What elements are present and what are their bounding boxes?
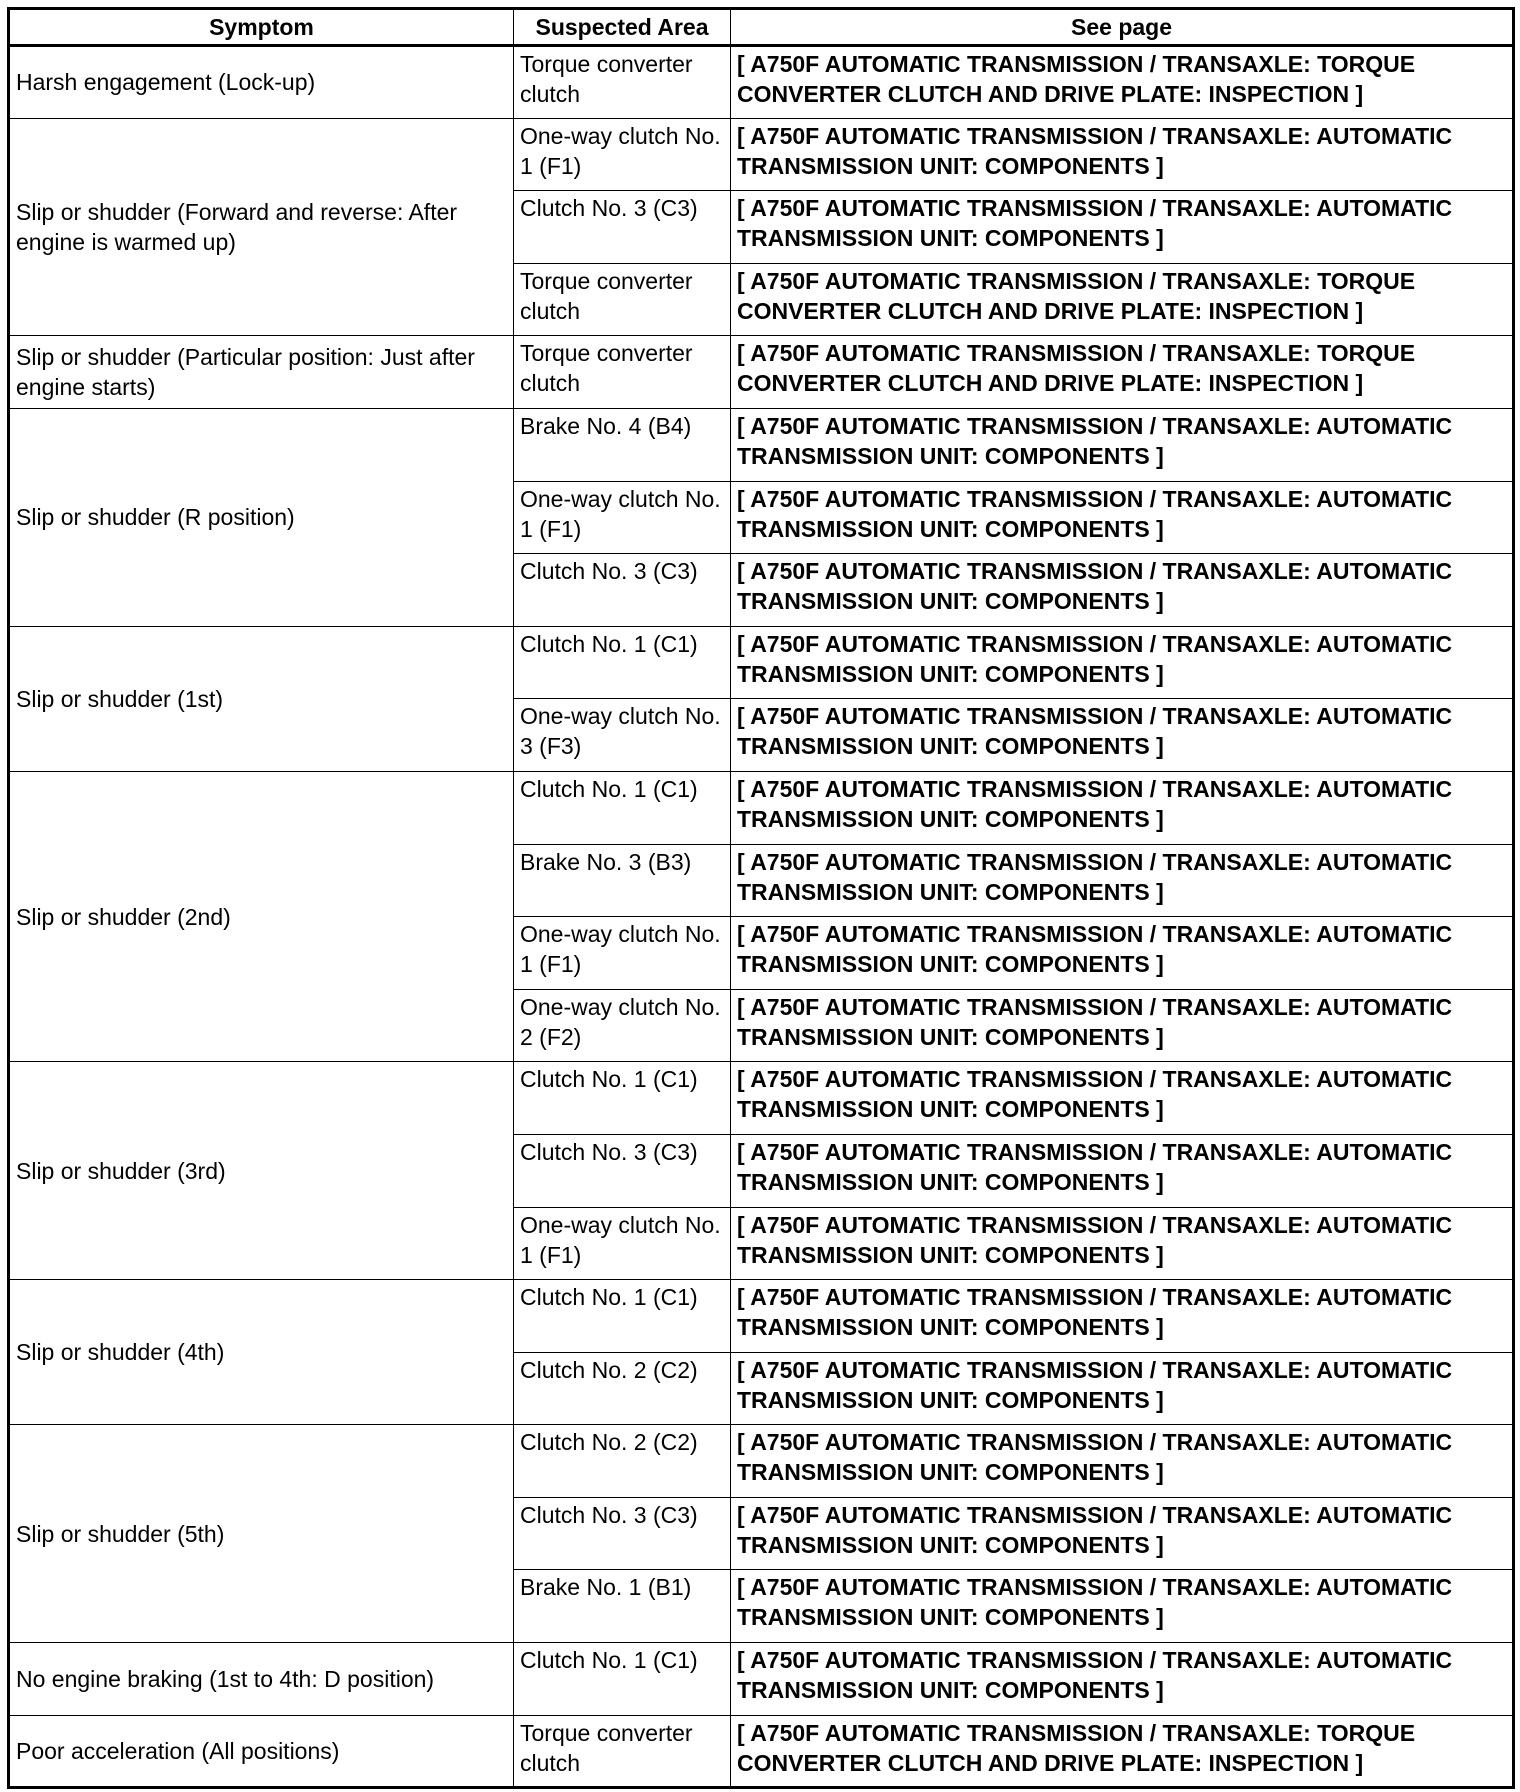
table-row [9, 1062, 1514, 1135]
table-row [9, 408, 1514, 481]
suspected-area-cell: Clutch No. 1 (C1) [514, 1062, 731, 1135]
symptom-cell: Slip or shudder (Particular position: Just after engine starts) [9, 336, 514, 409]
suspected-area-cell: Clutch No. 2 (C2) [514, 1425, 731, 1498]
table-header [9, 9, 1514, 46]
suspected-area-cell: Brake No. 1 (B1) [514, 1570, 731, 1643]
diagnostic-table [7, 7, 1515, 1789]
suspected-area-cell: Clutch No. 1 (C1) [514, 1280, 731, 1353]
see-page-link[interactable]: [ A750F AUTOMATIC TRANSMISSION / TRANSAXLE: AUTOMATIC TRANSMISSION UNIT: COMPONENTS ] [731, 408, 1514, 481]
see-page-link[interactable]: [ A750F AUTOMATIC TRANSMISSION / TRANSAXLE: AUTOMATIC TRANSMISSION UNIT: COMPONENTS ] [731, 1425, 1514, 1498]
symptom-cell: Slip or shudder (3rd) [9, 1062, 514, 1280]
see-page-link[interactable]: [ A750F AUTOMATIC TRANSMISSION / TRANSAXLE: AUTOMATIC TRANSMISSION UNIT: COMPONENTS ] [731, 1207, 1514, 1280]
suspected-area-cell: Clutch No. 1 (C1) [514, 771, 731, 844]
see-page-link[interactable]: [ A750F AUTOMATIC TRANSMISSION / TRANSAXLE: AUTOMATIC TRANSMISSION UNIT: COMPONENTS ] [731, 1497, 1514, 1570]
see-page-link[interactable]: [ A750F AUTOMATIC TRANSMISSION / TRANSAXLE: AUTOMATIC TRANSMISSION UNIT: COMPONENTS ] [731, 1352, 1514, 1425]
symptom-cell: Slip or shudder (1st) [9, 626, 514, 771]
see-page-link[interactable]: [ A750F AUTOMATIC TRANSMISSION / TRANSAXLE: AUTOMATIC TRANSMISSION UNIT: COMPONENTS ] [731, 118, 1514, 191]
see-page-link[interactable]: [ A750F AUTOMATIC TRANSMISSION / TRANSAXLE: AUTOMATIC TRANSMISSION UNIT: COMPONENTS ] [731, 771, 1514, 844]
suspected-area-cell: Clutch No. 3 (C3) [514, 554, 731, 627]
suspected-area-cell: One-way clutch No. 1 (F1) [514, 481, 731, 554]
symptom-cell: Poor acceleration (All positions) [9, 1715, 514, 1788]
see-page-link[interactable]: [ A750F AUTOMATIC TRANSMISSION / TRANSAXLE: AUTOMATIC TRANSMISSION UNIT: COMPONENTS ] [731, 481, 1514, 554]
table-row [9, 626, 1514, 699]
see-page-link[interactable]: [ A750F AUTOMATIC TRANSMISSION / TRANSAXLE: AUTOMATIC TRANSMISSION UNIT: COMPONENTS ] [731, 917, 1514, 990]
table-row [9, 1715, 1514, 1788]
suspected-area-cell: Clutch No. 1 (C1) [514, 626, 731, 699]
suspected-area-cell: Brake No. 3 (B3) [514, 844, 731, 917]
header-suspected-area: Suspected Area [514, 9, 731, 46]
see-page-link[interactable]: [ A750F AUTOMATIC TRANSMISSION / TRANSAXLE: AUTOMATIC TRANSMISSION UNIT: COMPONENTS ] [731, 1134, 1514, 1207]
symptom-cell: No engine braking (1st to 4th: D position) [9, 1643, 514, 1716]
suspected-area-cell: Torque converter clutch [514, 1715, 731, 1788]
table-row [9, 46, 1514, 119]
table-row [9, 336, 1514, 409]
suspected-area-cell: One-way clutch No. 1 (F1) [514, 917, 731, 990]
see-page-link[interactable]: [ A750F AUTOMATIC TRANSMISSION / TRANSAXLE: TORQUE CONVERTER CLUTCH AND DRIVE PLATE: INSPECTION ] [731, 336, 1514, 409]
suspected-area-cell: One-way clutch No. 1 (F1) [514, 118, 731, 191]
see-page-link[interactable]: [ A750F AUTOMATIC TRANSMISSION / TRANSAXLE: TORQUE CONVERTER CLUTCH AND DRIVE PLATE: INSPECTION ] [731, 1715, 1514, 1788]
see-page-link[interactable]: [ A750F AUTOMATIC TRANSMISSION / TRANSAXLE: AUTOMATIC TRANSMISSION UNIT: COMPONENTS ] [731, 844, 1514, 917]
suspected-area-cell: One-way clutch No. 2 (F2) [514, 989, 731, 1062]
symptom-cell: Slip or shudder (Forward and reverse: After engine is warmed up) [9, 118, 514, 336]
see-page-link[interactable]: [ A750F AUTOMATIC TRANSMISSION / TRANSAXLE: AUTOMATIC TRANSMISSION UNIT: COMPONENTS ] [731, 191, 1514, 264]
see-page-link[interactable]: [ A750F AUTOMATIC TRANSMISSION / TRANSAXLE: TORQUE CONVERTER CLUTCH AND DRIVE PLATE: INSPECTION ] [731, 263, 1514, 336]
suspected-area-cell: One-way clutch No. 3 (F3) [514, 699, 731, 772]
see-page-link[interactable]: [ A750F AUTOMATIC TRANSMISSION / TRANSAXLE: AUTOMATIC TRANSMISSION UNIT: COMPONENTS ] [731, 1570, 1514, 1643]
table-row [9, 1280, 1514, 1353]
see-page-link[interactable]: [ A750F AUTOMATIC TRANSMISSION / TRANSAXLE: AUTOMATIC TRANSMISSION UNIT: COMPONENTS ] [731, 989, 1514, 1062]
suspected-area-cell: Clutch No. 3 (C3) [514, 1134, 731, 1207]
diagnostic-table-container [7, 7, 1515, 1789]
header-row [9, 9, 1514, 46]
suspected-area-cell: Clutch No. 3 (C3) [514, 1497, 731, 1570]
symptom-cell: Slip or shudder (5th) [9, 1425, 514, 1643]
table-row [9, 1425, 1514, 1498]
see-page-link[interactable]: [ A750F AUTOMATIC TRANSMISSION / TRANSAXLE: AUTOMATIC TRANSMISSION UNIT: COMPONENTS ] [731, 1062, 1514, 1135]
see-page-link[interactable]: [ A750F AUTOMATIC TRANSMISSION / TRANSAXLE: AUTOMATIC TRANSMISSION UNIT: COMPONENTS ] [731, 1643, 1514, 1716]
see-page-link[interactable]: [ A750F AUTOMATIC TRANSMISSION / TRANSAXLE: AUTOMATIC TRANSMISSION UNIT: COMPONENTS ] [731, 554, 1514, 627]
table-row [9, 118, 1514, 191]
see-page-link[interactable]: [ A750F AUTOMATIC TRANSMISSION / TRANSAXLE: AUTOMATIC TRANSMISSION UNIT: COMPONENTS ] [731, 1280, 1514, 1353]
header-see-page: See page [731, 9, 1514, 46]
suspected-area-cell: Brake No. 4 (B4) [514, 408, 731, 481]
table-row [9, 1643, 1514, 1716]
see-page-link[interactable]: [ A750F AUTOMATIC TRANSMISSION / TRANSAXLE: TORQUE CONVERTER CLUTCH AND DRIVE PLATE: INSPECTION ] [731, 46, 1514, 119]
suspected-area-cell: Clutch No. 1 (C1) [514, 1643, 731, 1716]
symptom-cell: Slip or shudder (4th) [9, 1280, 514, 1425]
suspected-area-cell: One-way clutch No. 1 (F1) [514, 1207, 731, 1280]
see-page-link[interactable]: [ A750F AUTOMATIC TRANSMISSION / TRANSAXLE: AUTOMATIC TRANSMISSION UNIT: COMPONENTS ] [731, 699, 1514, 772]
see-page-link[interactable]: [ A750F AUTOMATIC TRANSMISSION / TRANSAXLE: AUTOMATIC TRANSMISSION UNIT: COMPONENTS ] [731, 626, 1514, 699]
header-symptom: Symptom [9, 9, 514, 46]
symptom-cell: Harsh engagement (Lock-up) [9, 46, 514, 119]
symptom-cell: Slip or shudder (2nd) [9, 771, 514, 1061]
suspected-area-cell: Torque converter clutch [514, 263, 731, 336]
suspected-area-cell: Clutch No. 2 (C2) [514, 1352, 731, 1425]
suspected-area-cell: Torque converter clutch [514, 336, 731, 409]
table-row [9, 771, 1514, 844]
suspected-area-cell: Torque converter clutch [514, 46, 731, 119]
suspected-area-cell: Clutch No. 3 (C3) [514, 191, 731, 264]
symptom-cell: Slip or shudder (R position) [9, 408, 514, 626]
table-body [9, 46, 1514, 1788]
